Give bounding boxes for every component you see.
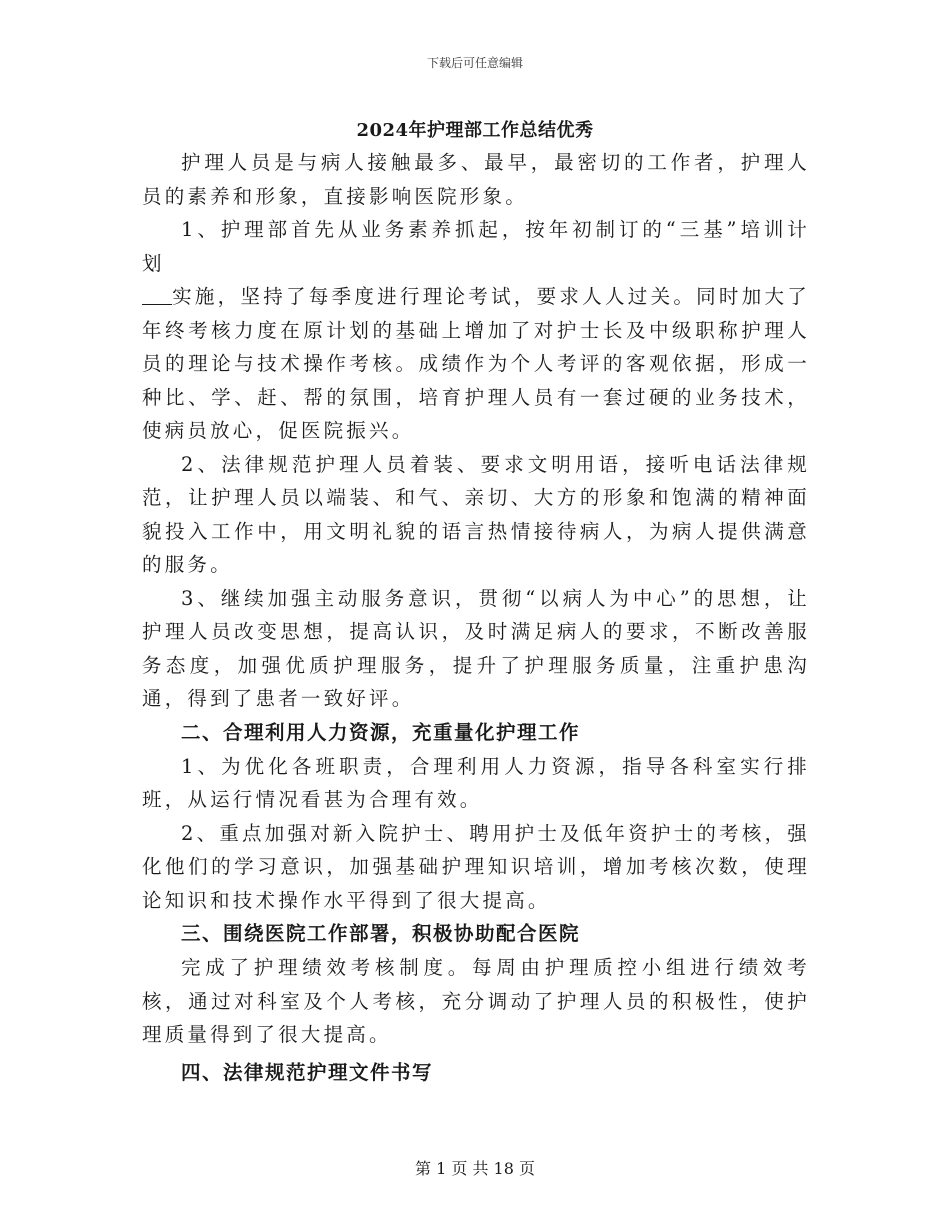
- section-heading-2: 二、合理利用人力资源，充重量化护理工作: [181, 720, 581, 744]
- blank-underline: [142, 284, 172, 305]
- section-2-paragraph-2: 2、重点加强对新入院护士、聘用护士及低年资护士的考核，强化他们的学习意识，加强基础护理知识培训，增加考核次数，使理论知识和技术操作水平得到了很大提高。: [142, 821, 810, 912]
- paragraph-1-start: 1、护理部首先从业务素养抓起，按年初制订的“三基”培训计划: [142, 218, 810, 275]
- section-2-paragraph-1: 1、为优化各班职责，合理利用人力资源，指导各科室实行排班，从运行情况看甚为合理有效。: [142, 754, 810, 811]
- section-heading-4: 四、法律规范护理文件书写: [181, 1060, 434, 1084]
- document-title: 2024年护理部工作总结优秀: [356, 120, 594, 141]
- header-note: 下载后可任意编辑: [426, 56, 523, 70]
- section-heading-3: 三、围绕医院工作部署，积极协助配合医院: [181, 922, 581, 945]
- section-3-paragraph-1: 完成了护理绩效考核制度。每周由护理质控小组进行绩效考核，通过对科室及个人考核，充分调动了护理人员的积极性，使护理质量得到了很大提高。: [142, 956, 810, 1046]
- paragraph-1-rest: 实施，坚持了每季度进行理论考试，要求人人过关。同时加大了年终考核力度在原计划的基础上增加了对护士长及中级职称护理人员的理论与技术操作考核。成绩作为个人考评的客观依据，形成一种比、学、赶、帮的氛围，培育护理人员有一套过硬的业务技术，使病员放心，促医院振兴。: [142, 285, 810, 442]
- paragraph-2: 2、法律规范护理人员着装、要求文明用语，接听电话法律规范，让护理人员以端装、和气、亲切、大方的形象和饱满的精神面貌投入工作中，用文明礼貌的语言热情接待病人，为病人提供满意的服务。: [142, 452, 810, 576]
- paragraph-3: 3、继续加强主动服务意识，贯彻“以病人为中心”的思想，让护理人员改变思想，提高认识，及时满足病人的要求，不断改善服务态度，加强优质护理服务，提升了护理服务质量，注重护患沟通，得到了患者一致好评。: [142, 586, 810, 710]
- document-body: [142, 146, 810, 1090]
- page-footer: 第 1 页 共 18 页: [415, 1159, 535, 1178]
- intro-paragraph: 护理人员是与病人接触最多、最早，最密切的工作者，护理人员的素养和形象，直接影响医院形象。: [142, 151, 810, 208]
- paragraph-1: [142, 213, 810, 448]
